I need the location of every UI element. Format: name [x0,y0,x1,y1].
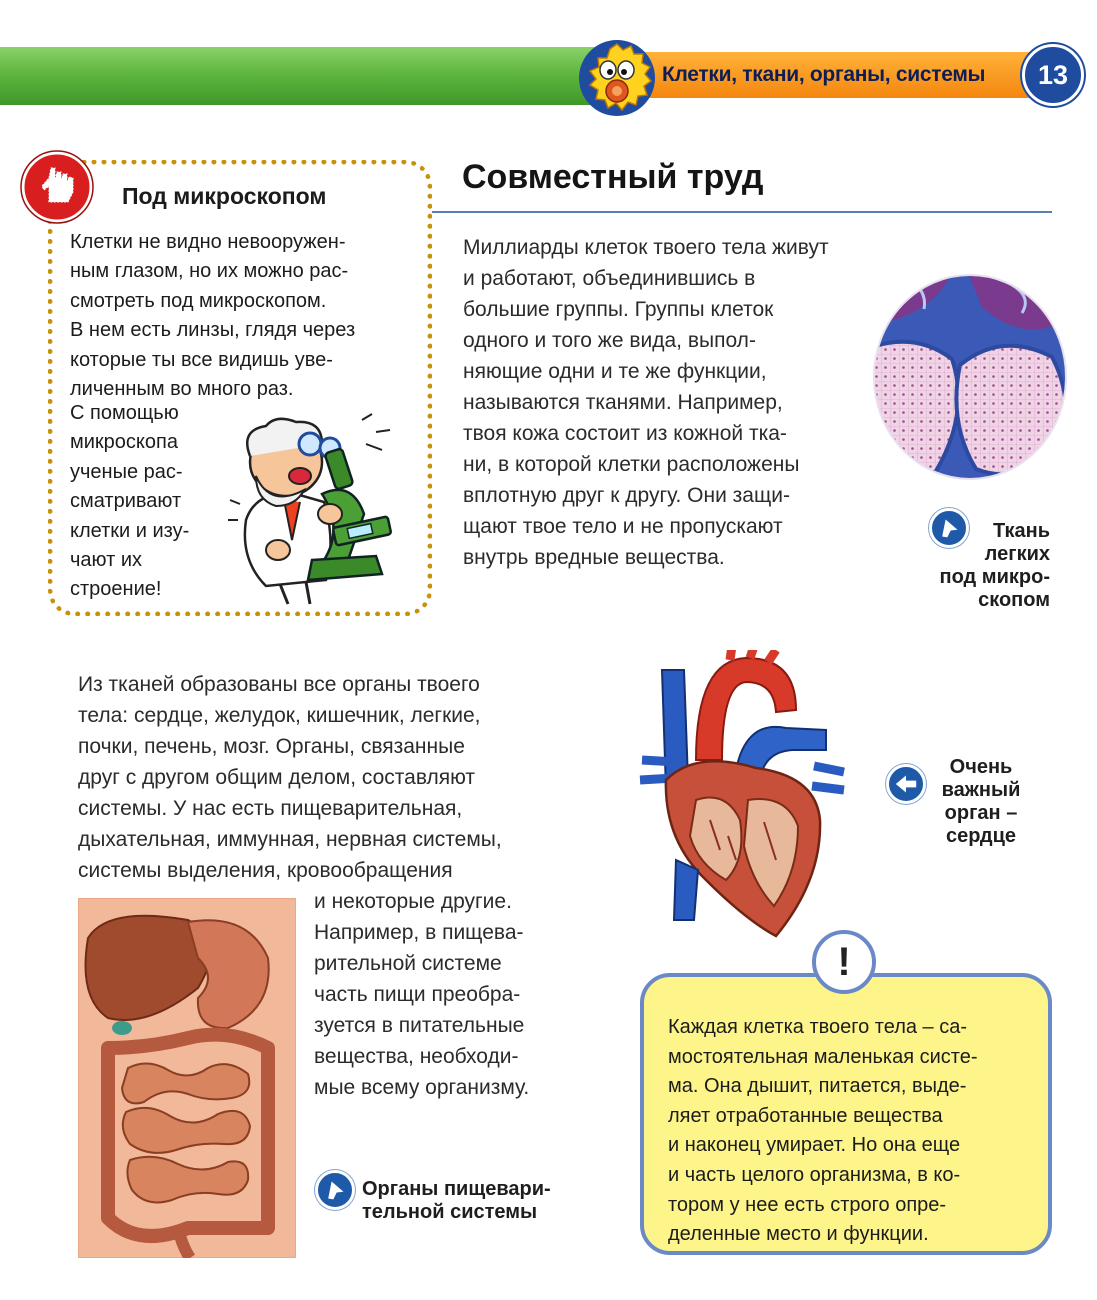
digestive-caption: Органы пищевари- тельной системы [362,1178,551,1223]
digestive-system-illustration [78,898,296,1258]
header-green-band [0,47,640,105]
page-number-badge: 13 [1022,44,1084,106]
scientist-with-microscope-illustration [226,410,406,606]
organs-paragraph-continued: и некоторые другие. Например, в пищева- рительной системе часть пищи преобра- зуется в питательные вещества, необходи- мые всему организму. [314,890,530,1099]
pointer-arrow-icon [315,1170,355,1210]
organs-paragraph: Из тканей образованы все органы твоего тела: сердце, желудок, кишечник, легкие, почки, печень, мозг. Органы, связанные друг с другом общим делом, составляют системы. У нас есть пищеварительная, дыхательная, иммунная, нервная системы, системы выделения, кровообращения [78,673,502,882]
tissues-paragraph: Миллиарды клеток твоего тела живут и работают, объединившись в большие группы. Группы клеток одного и того же вида, выпол- няющие одни и те же функции, называются тканями. Например, твоя кожа состоит из кожной тка- ни, в которой клетки расположены вплотную друг к другу. Они защи- щают твое тело и не пропускают внутрь вредные вещества. [463,236,829,569]
chapter-title: Клетки, ткани, органы, системы [662,63,986,86]
hand-pointer-icon [20,150,94,224]
section-title: Совместный труд [462,158,764,196]
lung-tissue-micrograph [872,273,1068,481]
heart-illustration [636,650,848,940]
microscope-box-title: Под микроскопом [122,183,327,209]
cell-mascot-icon [572,36,662,120]
heart-caption: Очень важный орган – сердце [941,756,1021,847]
microscope-box-text: Клетки не видно невооружен- ным глазом, но их можно рас- смотреть под микроскопом. В нем есть линзы, глядя через которые ты все видишь уве- личенным во много раз. [70,231,356,401]
microscope-box-text-continued: С помощью микроскопа ученые рас- сматривают клетки и изу- чают их строение! [70,402,190,601]
fact-note-text: Каждая клетка твоего тела – са- мостоятельная маленькая систе- ма. Она дышит, питается, выде- ляет отработанные вещества и наконец умирает. Но она еще и часть целого организма, в ко- тором у нее есть строго опре- деленные место и функции. [668,1016,978,1246]
exclamation-icon: ! [812,930,876,994]
title-divider [432,211,1052,213]
lung-caption: Ткань легких под микро- скопом [939,520,1050,611]
